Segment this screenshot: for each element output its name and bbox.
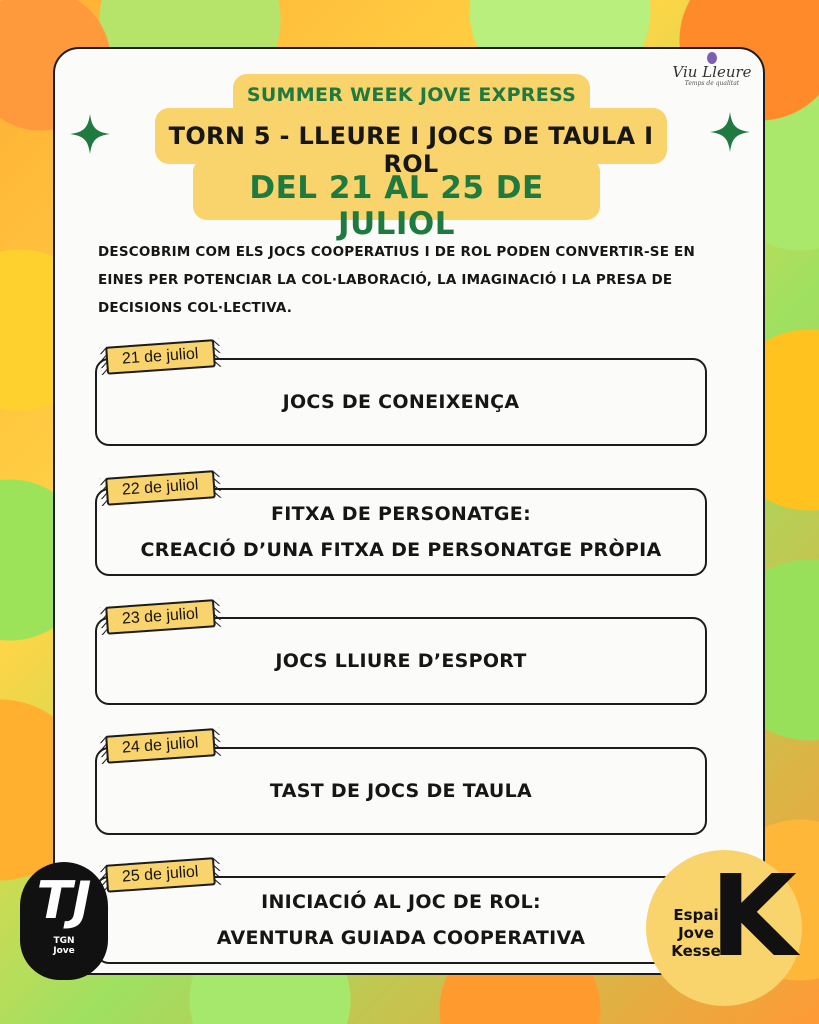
day-activity-title: FITXA DE PERSONATGE: bbox=[271, 503, 531, 525]
sparkle-star-left-icon bbox=[68, 112, 112, 156]
day-card-23 bbox=[95, 617, 707, 705]
day-activity-title: JOCS DE CONEIXENÇA bbox=[282, 391, 520, 413]
tgn-jove-mark: TJ bbox=[36, 871, 92, 931]
espai-jove-kesse-logo bbox=[646, 850, 802, 1006]
day-card-25 bbox=[95, 876, 707, 964]
date-tag-24: 24 de juliol bbox=[105, 728, 215, 764]
viu-lleure-logo bbox=[672, 52, 752, 102]
tgn-jove-line2: Jove bbox=[53, 946, 75, 956]
day-activity-subtitle: CREACIÓ D’UNA FITXA DE PERSONATGE PRÒPIA bbox=[140, 539, 662, 561]
day-card-24 bbox=[95, 747, 707, 835]
event-title: TORN 5 - LLEURE I JOCS DE TAULA I ROL bbox=[168, 122, 654, 178]
day-card-21 bbox=[95, 358, 707, 446]
espai-line2: Jove bbox=[678, 924, 714, 942]
tgn-jove-logo bbox=[20, 862, 108, 980]
kesse-k-letter: K bbox=[710, 852, 797, 982]
sparkle-star-right-icon bbox=[708, 110, 752, 154]
date-tag-23: 23 de juliol bbox=[105, 599, 215, 635]
viu-lleure-name: Viu Lleure bbox=[672, 63, 752, 81]
espai-line3: Kesse bbox=[671, 942, 721, 960]
event-subtitle: SUMMER WEEK JOVE EXPRESS bbox=[246, 84, 577, 106]
tgn-jove-line1: TGN bbox=[53, 936, 75, 946]
date-tag-25: 25 de juliol bbox=[105, 857, 215, 893]
day-activity-title: INICIACIÓ AL JOC DE ROL: bbox=[261, 891, 541, 913]
intro-text: DESCOBRIM COM ELS JOCS COOPERATIUS I DE ROL PODEN CONVERTIR-SE EN EINES PER POTENCIAR LA COL·LABORACIÓ, LA IMAGINACIÓ I LA PRESA DE DECISIONS COL·LECTIVA. bbox=[98, 244, 695, 316]
date-tag-21: 21 de juliol bbox=[105, 339, 215, 375]
event-dates: DEL 21 AL 25 DE JULIOL bbox=[249, 170, 544, 242]
viu-lleure-tagline: Temps de qualitat bbox=[684, 80, 740, 87]
espai-jove-kesse-text bbox=[664, 906, 728, 960]
date-tag-22: 22 de juliol bbox=[105, 470, 215, 506]
day-activity-subtitle: AVENTURA GUIADA COOPERATIVA bbox=[216, 927, 586, 949]
espai-line1: Espai bbox=[673, 906, 719, 924]
day-card-22 bbox=[95, 488, 707, 576]
day-activity-title: TAST DE JOCS DE TAULA bbox=[269, 780, 533, 802]
day-activity-title: JOCS LLIURE D’ESPORT bbox=[275, 650, 527, 672]
